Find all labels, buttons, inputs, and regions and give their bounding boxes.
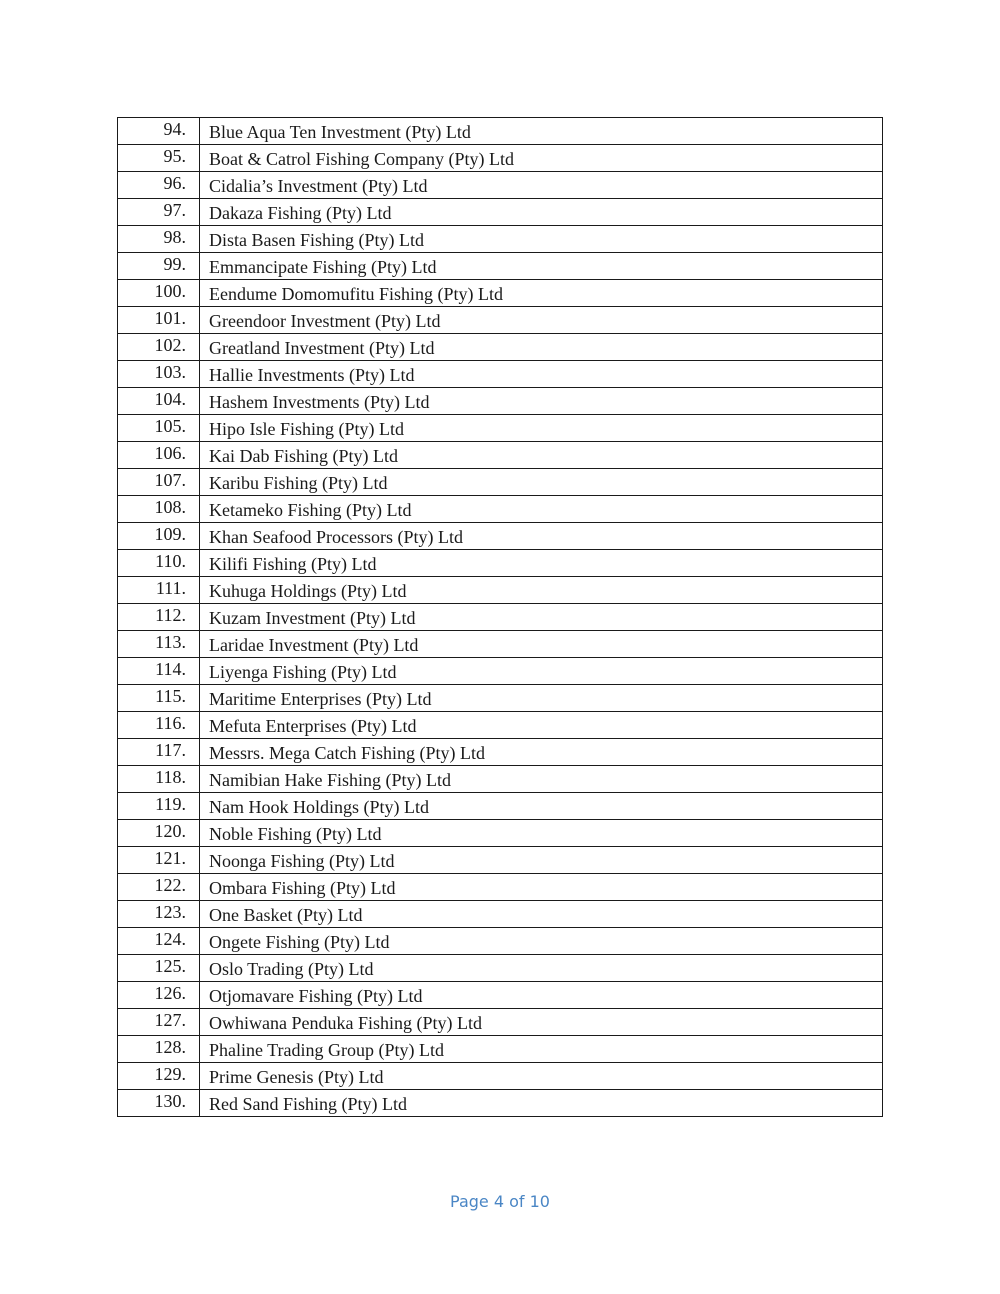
company-name: Red Sand Fishing (Pty) Ltd [200, 1090, 883, 1117]
table-row [118, 982, 883, 1009]
row-number: 130. [118, 1090, 200, 1117]
company-name: Hallie Investments (Pty) Ltd [200, 361, 883, 388]
table-row [118, 901, 883, 928]
row-number: 124. [118, 928, 200, 955]
company-name: Ongete Fishing (Pty) Ltd [200, 928, 883, 955]
table-row [118, 739, 883, 766]
company-name: Mefuta Enterprises (Pty) Ltd [200, 712, 883, 739]
row-number: 112. [118, 604, 200, 631]
row-number: 107. [118, 469, 200, 496]
company-list-table [117, 117, 883, 1117]
company-name: Laridae Investment (Pty) Ltd [200, 631, 883, 658]
table-row [118, 604, 883, 631]
company-name: Kuhuga Holdings (Pty) Ltd [200, 577, 883, 604]
company-name: Nam Hook Holdings (Pty) Ltd [200, 793, 883, 820]
table-row [118, 847, 883, 874]
table-row [118, 388, 883, 415]
company-name: Prime Genesis (Pty) Ltd [200, 1063, 883, 1090]
row-number: 127. [118, 1009, 200, 1036]
company-name: Hashem Investments (Pty) Ltd [200, 388, 883, 415]
row-number: 98. [118, 226, 200, 253]
company-name: Otjomavare Fishing (Pty) Ltd [200, 982, 883, 1009]
company-name: Cidalia’s Investment (Pty) Ltd [200, 172, 883, 199]
row-number: 114. [118, 658, 200, 685]
table-row [118, 334, 883, 361]
table-row [118, 307, 883, 334]
table-row [118, 1036, 883, 1063]
company-name: Dista Basen Fishing (Pty) Ltd [200, 226, 883, 253]
row-number: 97. [118, 199, 200, 226]
company-name: One Basket (Pty) Ltd [200, 901, 883, 928]
row-number: 123. [118, 901, 200, 928]
company-name: Phaline Trading Group (Pty) Ltd [200, 1036, 883, 1063]
row-number: 113. [118, 631, 200, 658]
company-name: Kai Dab Fishing (Pty) Ltd [200, 442, 883, 469]
company-name: Greendoor Investment (Pty) Ltd [200, 307, 883, 334]
row-number: 103. [118, 361, 200, 388]
table-body [118, 118, 883, 1117]
page-footer: Page 4 of 10 [450, 1192, 550, 1211]
row-number: 119. [118, 793, 200, 820]
table-row [118, 361, 883, 388]
row-number: 99. [118, 253, 200, 280]
company-name: Liyenga Fishing (Pty) Ltd [200, 658, 883, 685]
table-row [118, 199, 883, 226]
table-row [118, 226, 883, 253]
row-number: 125. [118, 955, 200, 982]
row-number: 129. [118, 1063, 200, 1090]
company-name: Ketameko Fishing (Pty) Ltd [200, 496, 883, 523]
table-row [118, 577, 883, 604]
row-number: 126. [118, 982, 200, 1009]
row-number: 121. [118, 847, 200, 874]
table-row [118, 550, 883, 577]
row-number: 111. [118, 577, 200, 604]
company-name: Emmancipate Fishing (Pty) Ltd [200, 253, 883, 280]
table-row [118, 280, 883, 307]
row-number: 108. [118, 496, 200, 523]
table-row [118, 523, 883, 550]
row-number: 120. [118, 820, 200, 847]
table-row [118, 712, 883, 739]
row-number: 122. [118, 874, 200, 901]
row-number: 100. [118, 280, 200, 307]
row-number: 101. [118, 307, 200, 334]
table-row [118, 631, 883, 658]
row-number: 105. [118, 415, 200, 442]
table-row [118, 928, 883, 955]
table-row [118, 496, 883, 523]
company-name: Namibian Hake Fishing (Pty) Ltd [200, 766, 883, 793]
table-row [118, 118, 883, 145]
row-number: 109. [118, 523, 200, 550]
company-name: Messrs. Mega Catch Fishing (Pty) Ltd [200, 739, 883, 766]
table-row [118, 469, 883, 496]
table-row [118, 766, 883, 793]
row-number: 118. [118, 766, 200, 793]
row-number: 104. [118, 388, 200, 415]
company-name: Blue Aqua Ten Investment (Pty) Ltd [200, 118, 883, 145]
company-name: Karibu Fishing (Pty) Ltd [200, 469, 883, 496]
table-row [118, 1063, 883, 1090]
company-name: Kuzam Investment (Pty) Ltd [200, 604, 883, 631]
table-row [118, 874, 883, 901]
row-number: 128. [118, 1036, 200, 1063]
row-number: 116. [118, 712, 200, 739]
company-name: Noble Fishing (Pty) Ltd [200, 820, 883, 847]
table-row [118, 145, 883, 172]
table-row [118, 685, 883, 712]
table-row [118, 172, 883, 199]
row-number: 117. [118, 739, 200, 766]
row-number: 95. [118, 145, 200, 172]
company-name: Owhiwana Penduka Fishing (Pty) Ltd [200, 1009, 883, 1036]
company-name: Noonga Fishing (Pty) Ltd [200, 847, 883, 874]
table-row [118, 415, 883, 442]
company-name: Oslo Trading (Pty) Ltd [200, 955, 883, 982]
company-name: Greatland Investment (Pty) Ltd [200, 334, 883, 361]
table-row [118, 442, 883, 469]
row-number: 115. [118, 685, 200, 712]
company-name: Hipo Isle Fishing (Pty) Ltd [200, 415, 883, 442]
row-number: 96. [118, 172, 200, 199]
company-name: Eendume Domomufitu Fishing (Pty) Ltd [200, 280, 883, 307]
company-name: Kilifi Fishing (Pty) Ltd [200, 550, 883, 577]
table-row [118, 955, 883, 982]
table-row [118, 253, 883, 280]
row-number: 94. [118, 118, 200, 145]
company-name: Dakaza Fishing (Pty) Ltd [200, 199, 883, 226]
table-row [118, 1090, 883, 1117]
company-name: Maritime Enterprises (Pty) Ltd [200, 685, 883, 712]
table-row [118, 1009, 883, 1036]
table-row [118, 793, 883, 820]
row-number: 106. [118, 442, 200, 469]
company-name: Boat & Catrol Fishing Company (Pty) Ltd [200, 145, 883, 172]
table-row [118, 820, 883, 847]
company-name: Khan Seafood Processors (Pty) Ltd [200, 523, 883, 550]
company-name: Ombara Fishing (Pty) Ltd [200, 874, 883, 901]
table-row [118, 658, 883, 685]
row-number: 102. [118, 334, 200, 361]
row-number: 110. [118, 550, 200, 577]
